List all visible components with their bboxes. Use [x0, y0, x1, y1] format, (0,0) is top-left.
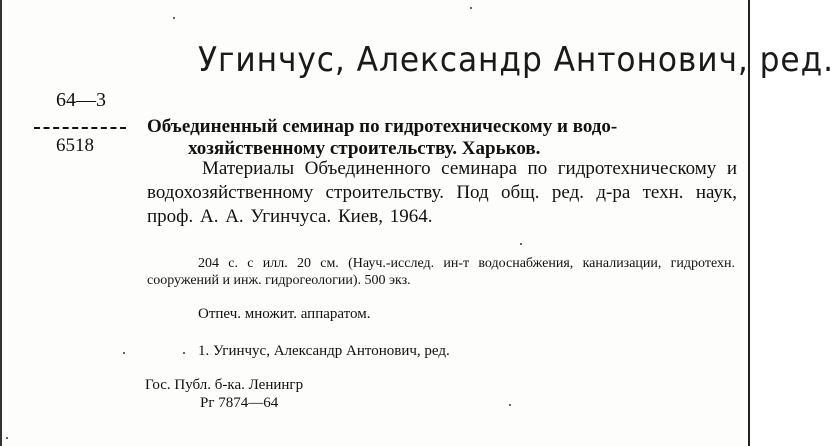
speck	[470, 7, 472, 9]
shelfmark-divider	[34, 127, 126, 129]
tracing-entry: 1. Угинчус, Александр Антонович, ред.	[198, 343, 450, 359]
speck	[173, 17, 175, 19]
title-line-1: Объединенный семинар по гидротехническому и водо-	[147, 116, 618, 137]
library-name: Гос. Публ. б-ка. Ленингр	[145, 377, 304, 393]
card-body: Материалы Объединенного семинара по гидротехническому и водохозяйственному строительству. Под общ. ред. д-ра техн. наук, проф. А. А. Угинчуса. Киев, 1964.	[147, 158, 737, 227]
shelfmark-top: 64—3	[56, 89, 106, 111]
collation: 204 с. с илл. 20 см. (Науч.-исслед. ин-т водоснабжения, канализации, гидротехн. сооружений и инж. гидрогеологии). 500 экз.	[147, 256, 735, 288]
speck	[520, 243, 522, 245]
library-stamp	[145, 376, 303, 412]
speck	[123, 352, 125, 354]
speck	[509, 404, 511, 406]
library-code: Рг 7874—64	[200, 395, 279, 411]
title-line-2: хозяйственному строительству. Харьков.	[188, 138, 541, 159]
print-note: Отпеч. множит. аппаратом.	[198, 306, 371, 322]
speck	[6, 437, 8, 439]
speck	[183, 352, 185, 354]
handwritten-annotation: Угинчус, Александр Антонович, ред.	[198, 40, 834, 80]
shelfmark-bottom: 6518	[56, 135, 94, 156]
card-title	[147, 116, 737, 160]
